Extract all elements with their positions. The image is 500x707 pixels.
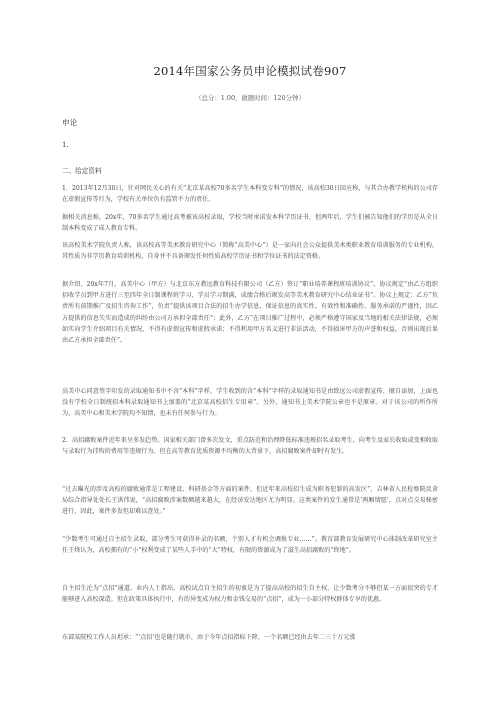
- item-number: 1.: [62, 141, 69, 149]
- paragraph-7: “过去曝光的涉及高校的腐败通常是工程建设、科研基金等方面的案件，但近年来高校招生成为职务犯罪的高发区”，吉林省人民检察院反贪局综合指导处处长王洪伟说，“高招腐败涉案数额越来越大，在经济发达地区尤为明显。这类案件的发生通常是‘两厢情愿’，点对点交易秘密进行，因此，案件多发但却难以查处。”: [62, 486, 438, 516]
- paragraph-6: 2．高招腐败案件近年来呈多发趋势。国家相关部门曾多次发文，重点防范和治理降低标准违规招名录取考生、向考生及家长收取或变相收取与录取行为挂钩的费用等违规行为。但在高等教育优质资源不均衡的大背景下，高招腐败案件却时有发生。: [62, 437, 438, 456]
- paragraph-9: 自主招生沦为“点招”通道。业内人士指出，高校试点自主招生的初衷是为了提高高校的招生自主权，让少数考分不够但某一方面很突的专才能够进入高校深造。但在政策具体执行中，有的异变成为权力和金钱交易的“点招”，成为一小部分特权群体专享的优惠。: [62, 585, 438, 604]
- paragraph-2: 据相关消息称，20x年，70多名学生通过高考被该高校录取，学校当时承诺发本科学历证书，但两年后，学生们被告知他们的学历是从全日制本科变成了成人教育专科。: [62, 214, 438, 233]
- paragraph-10: 东部某院校工作人员坦承：“‘点招’也是随行就市，由于今年点招指标下降，一个名额已经由去年二三十万元涨: [62, 634, 356, 641]
- exam-title: 2014年国家公务员申论模拟试卷907: [153, 64, 347, 78]
- given-material-heading: 二、给定资料: [62, 167, 102, 175]
- paragraph-8: “少数考生可通过自主招生录取，部分考生可获得补录的名额，个别人才有机会调换专业……”。教育部教育发展研究中心体制改革研究室主任王烽认为，高校拥有的“小”权利变成了某些人手中的“大”特权，有限的资源成为了滋生高招腐败的“终地”。: [62, 536, 438, 555]
- section-heading: 申论: [62, 118, 78, 127]
- exam-subtitle: （总分：1.00，做题时间：120分钟）: [195, 94, 305, 102]
- paragraph-3: 该高校美术学院负责人称，该高校高等美术教育研究中心（简称“高美中心”）是一家向社会公众提供美术类职业教育培训服务的专业机构，其性质为非学历教育培训机构，自身并不具备颁发任何性质高校学历证书和学位证书的法定资格。: [62, 242, 438, 261]
- paragraph-4: 据介绍，20x年7月，高美中心（甲方）与北京东方教远教育科技有限公司（乙方）签订“职业培养课程班培训协议”。协议规定“由乙方组织招收学员到甲方进行三至四年全日制课程班学习，学员学习期满，成绩合格后颁发高等美术教育研究中心结业证书”。协议上规定：乙方“负责所有前期推广及招生咨询工作”，负责“提供该项目合法的招生办学信息，保证信息的真实性、有效性和准确性、服务承诺的严谨性，因乙方提供的信息失实而造成的纠纷由公司方承担全部责任”；此外，乙方“在项目推广过程中，必须严格遵守国家及当地的相关法律法规，必须如实向学生介绍项目有关情况，不得有虚假宣传和虚假承诺；不得利用甲方名义进行非法活动，不得损害甲方的声誉和权益，否则出现后果由乙方承担全部责任”。: [62, 281, 438, 345]
- paragraph-1: 1．2013年12月30日，针对网民关心的有关“北京某高校70多名学生本科变专科”的情况，该高校30日回应称，与其合办教学机构的公司存在虚假宣传等行为，学校有关单位负有监管不力的责任。: [62, 185, 438, 204]
- paragraph-5: 高美中心同意签字印发的录取通知书中不含“本科”字样，学生收到的含“本科”字样的录取通知书是由致远公司虚假宣传、擅自添加，上面也没有学校全日制统招本科录取通知书上加盖的“北京某高校招生专用章”。另外，通知书上美术学院公章也不是原章。对于该公司的所作所为，高美中心和美术学院均不知情，也未有任何参与行为。: [62, 388, 438, 418]
